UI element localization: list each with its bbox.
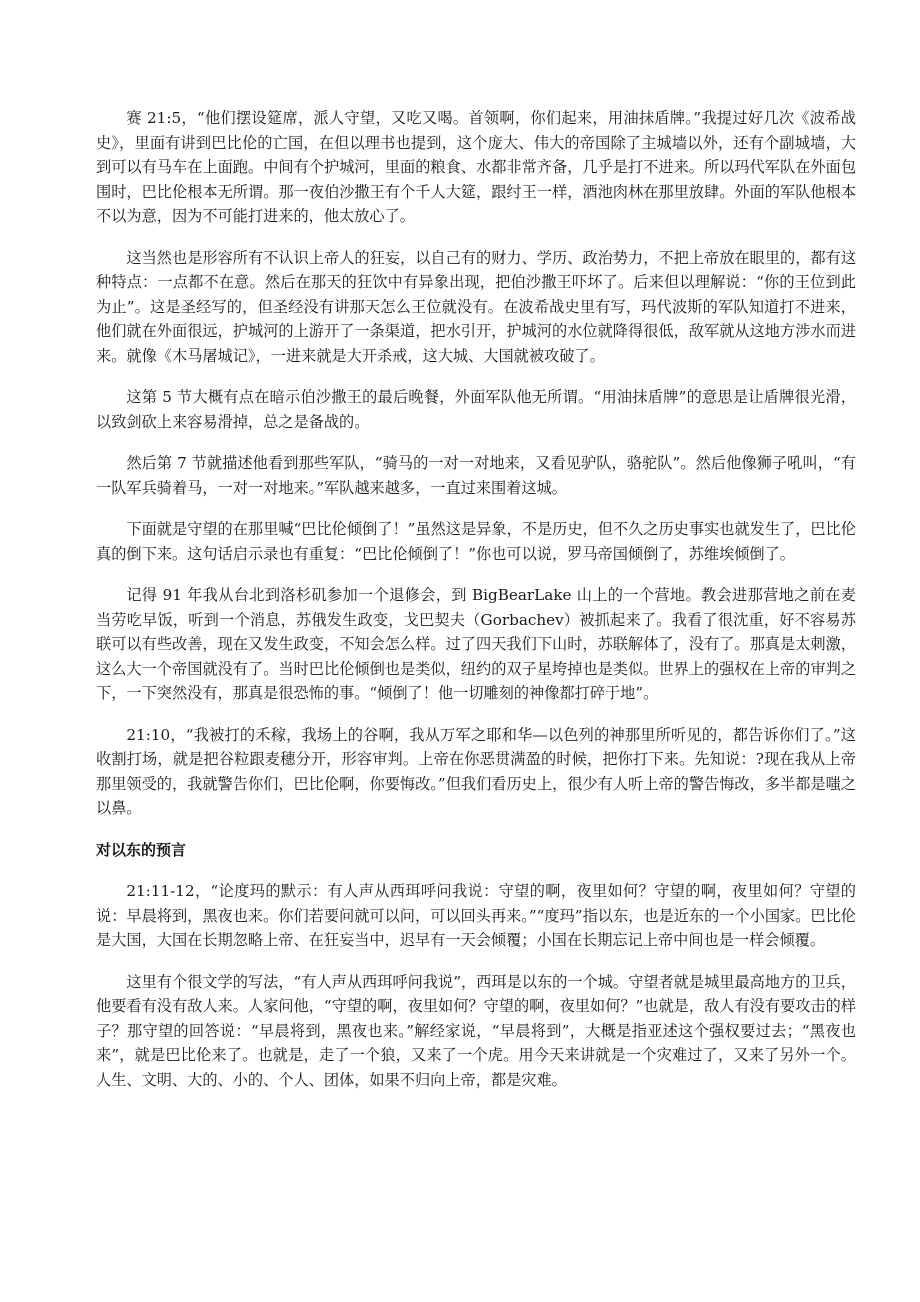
paragraph-verse-5: 这第 5 节大概有点在暗示伯沙撒王的最后晚餐，外面军队他无所谓。“用油抹盾牌”的意思是让盾牌很光滑，以致剑砍上来容易滑掉，总之是备战的。 [96, 388, 856, 431]
document-body [96, 106, 856, 1109]
paragraph-verse-10: 21:10，“我被打的禾稼，我场上的谷啊，我从万军之耶和华—以色列的神那里所听见的，都告诉你们了。”这收割打场，就是把谷粒跟麦穗分开，形容审判。上帝在你恶贯满盈的时候，把你打下来。先知说：?现在我从上帝那里领受的，我就警告你们，巴比伦啊，你要悔改。”但我们看历史上，很少有人听上帝的警告悔改，多半都是嗤之以鼻。 [96, 725, 856, 817]
paragraph-verse-7: 然后第 7 节就描述他看到那些军队，“骑马的一对一对地来，又看见驴队，骆驼队”。然后他像狮子吼叫，“有一队军兵骑着马，一对一对地来。”军队越来越多，一直过来围着这城。 [96, 454, 856, 497]
section-heading: 对以东的预言 [96, 840, 187, 859]
paragraph-isaiah-21-5: 赛 21:5，“他们摆设筵席，派人守望，又吃又喝。首领啊，你们起来，用油抹盾牌。”我提过好几次《波希战史》，里面有讲到巴比伦的亡国，在但以理书也提到，这个庞大、伟大的帝国除了主城墙以外，还有个副城墙，大到可以有马车在上面跑。中间有个护城河，里面的粮食、水都非常齐备，几乎是打不进来。所以玛代军队在外面包围时，巴比伦根本无所谓。那一夜伯沙撒王有个千人大筵，跟纣王一样，酒池肉林在那里放肆。外面的军队他根本不以为意，因为不可能打进来的，他太放心了。 [96, 109, 856, 225]
paragraph-watchman: 这里有个很文学的写法，“有人声从西珥呼问我说”，西珥是以东的一个城。守望者就是城里最高地方的卫兵，他要看有没有敌人来。人家问他，“守望的啊，夜里如何？守望的啊，夜里如何？”也就是，敌人有没有要攻击的样子？那守望的回答说：“早晨将到，黑夜也来。”解经家说，“早晨将到”，大概是指亚述这个强权要过去；“黑夜也来”，就是巴比伦来了。也就是，走了一个狼，又来了一个虎。用今天来讲就是一个灾难过了，又来了另外一个。人生、文明、大的、小的、个人、团体，如果不归向上帝，都是灾难。 [96, 972, 856, 1089]
paragraph-1991-memory: 记得 91 年我从台北到洛杉矶参加一个退修会，到 BigBearLake 山上的一个营地。教会进那营地之前在麦当劳吃早饭，听到一个消息，苏俄发生政变，戈巴契夫（Gorbachev）被抓起来了。我看了很沈重，好不容易苏联可以有些改善，现在又发生政变，不知会怎么样。过了四天我们下山时，苏联解体了，没有了。那真是太刺激，这么大一个帝国就没有了。当时巴比伦倾倒也是类似，纽约的双子星垮掉也是类似。世界上的强权在上帝的审判之下，一下突然没有，那真是很恐怖的事。“倾倒了！他一切雕刻的神像都打碎于地”。 [96, 586, 856, 702]
paragraph-arrogance: 这当然也是形容所有不认识上帝人的狂妄，以自己有的财力、学历、政治势力，不把上帝放在眼里的，都有这种特点：一点都不在意。然后在那天的狂饮中有异象出现，把伯沙撒王吓坏了。后来但以理解说：“你的王位到此为止”。这是圣经写的，但圣经没有讲那天怎么王位就没有。在波希战史里有写，玛代波斯的军队知道打不进来，他们就在外面很远，护城河的上游开了一条渠道，把水引开，护城河的水位就降得很低，敌军就从这地方涉水而进来。就像《木马屠城记》，一进来就是大开杀戒，这大城、大国就被攻破了。 [96, 248, 856, 365]
paragraph-babylon-fallen: 下面就是守望的在那里喊“巴比伦倾倒了！”虽然这是异象，不是历史，但不久之历史事实也就发生了，巴比伦真的倒下来。这句话启示录也有重复：“巴比伦倾倒了！”你也可以说，罗马帝国倾倒了，苏维埃倾倒了。 [96, 520, 856, 563]
paragraph-verse-11-12: 21:11-12，“论度玛的默示：有人声从西珥呼问我说：守望的啊，夜里如何？守望的啊，夜里如何？守望的说：早晨将到，黑夜也来。你们若要问就可以问，可以回头再来。”“度玛”指以东，也是近东的一个小国家。巴比伦是大国，大国在长期忽略上帝、在狂妄当中，迟早有一天会倾覆；小国在长期忘记上帝中间也是一样会倾覆。 [96, 882, 856, 949]
